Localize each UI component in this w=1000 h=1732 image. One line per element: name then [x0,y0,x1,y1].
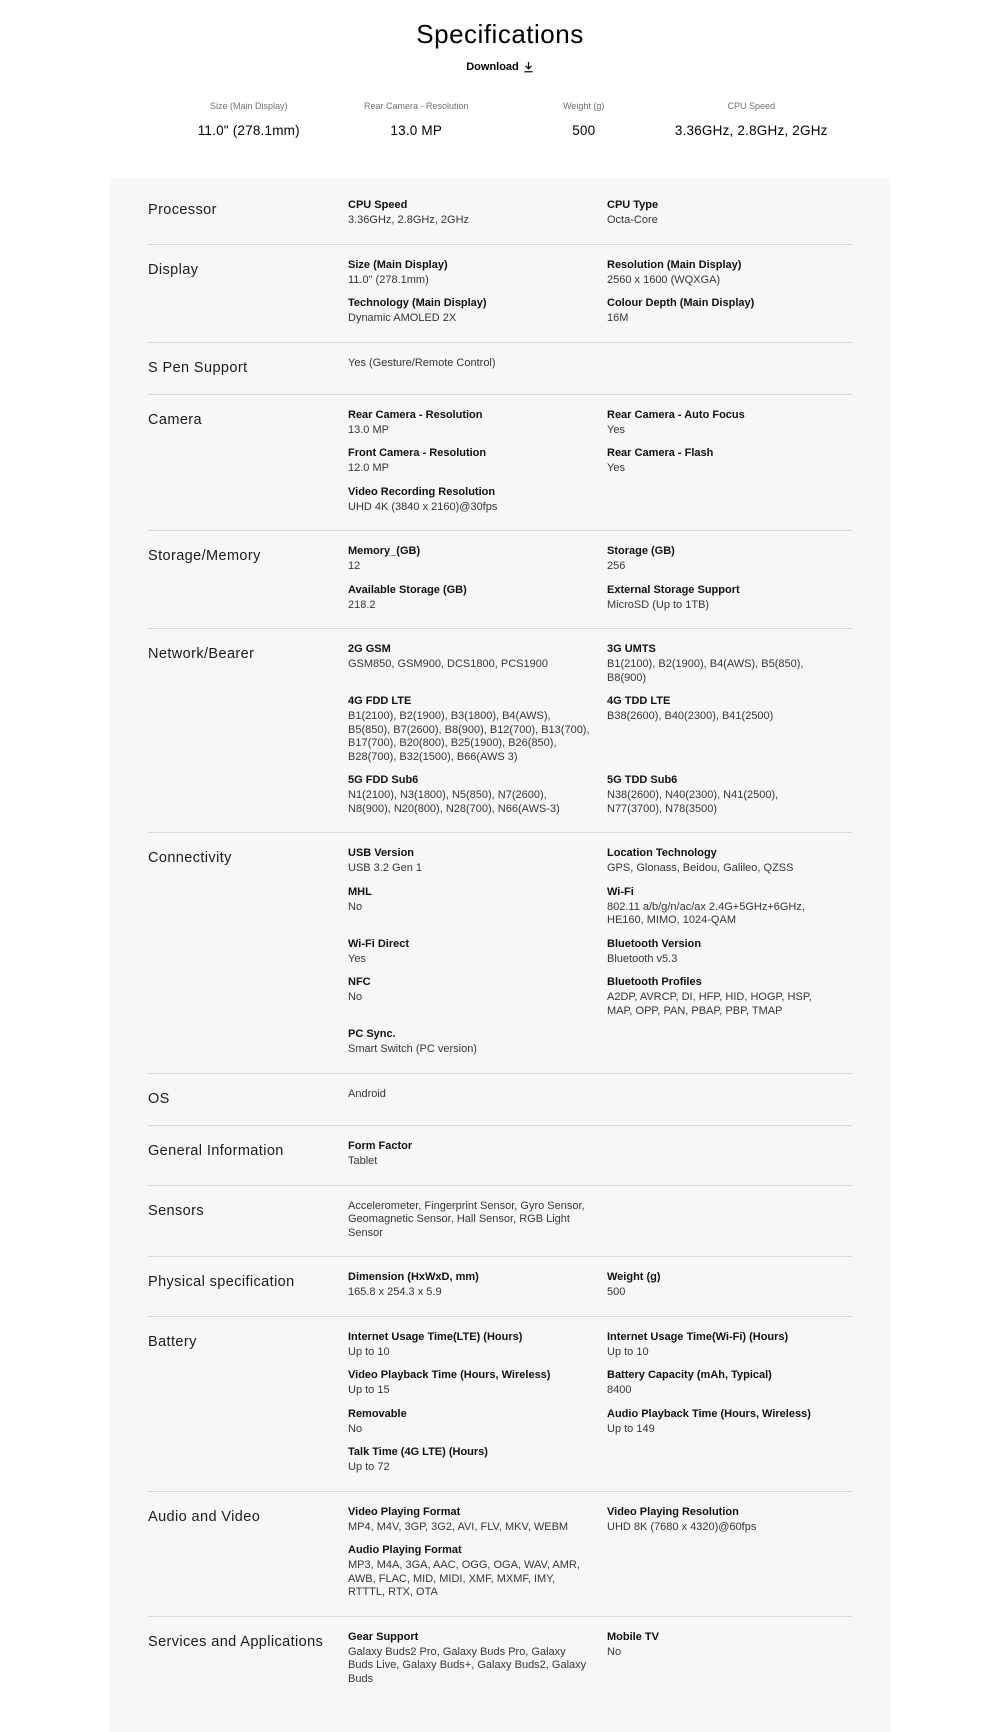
spec-value: 16M [607,312,629,324]
spec-value: MicroSD (Up to 1TB) [607,598,710,611]
spec-item [348,199,607,228]
spec-value: 11.0" (278.1mm) [348,273,429,286]
spec-value: No [348,991,363,1004]
spec-label: Internet Usage Time(Wi-Fi) (Hours) [607,1330,789,1343]
spec-item [607,545,852,574]
spec-item [607,643,852,685]
spec-value: MP4, M4V, 3GP, 3G2, AVI, FLV, MKV, WEBM [348,1520,569,1533]
spec-section-connectivity [148,832,852,1073]
section-title: General Information [148,1143,284,1160]
spec-item [348,409,607,438]
key-spec-label: Weight (g) [563,101,605,111]
spec-item [607,1408,852,1437]
spec-label: Rear Camera - Auto Focus [607,408,745,421]
spec-label: CPU Type [607,199,659,211]
spec-label: Rear Camera - Resolution [348,408,483,421]
spec-value: Octa-Core [607,214,658,226]
key-spec-size-main-display [170,101,328,138]
spec-item [607,1271,852,1300]
spec-item [348,774,607,816]
spec-section-display [148,244,852,342]
spec-item [348,297,607,326]
spec-label: MHL [348,885,372,898]
section-grid [348,259,852,326]
spec-value: 218.2 [348,598,376,611]
spec-label: Location Technology [607,847,717,860]
spec-section-os [148,1073,852,1125]
spec-section-network-bearer [148,628,852,832]
spec-table [110,178,890,1732]
section-title: Sensors [148,1202,204,1219]
spec-item [607,1369,852,1398]
spec-label: Dimension (HxWxD, mm) [348,1271,479,1284]
key-spec-value: 3.36GHz, 2.8GHz, 2GHz [674,123,828,138]
section-title: OS [148,1090,170,1107]
spec-value: GPS, Glonass, Beidou, Galileo, QZSS [607,862,794,875]
spec-section-camera [148,394,852,531]
section-grid [348,643,852,816]
spec-item [348,486,607,515]
spec-label: Wi-Fi Direct [348,937,410,950]
spec-value: N1(2100), N3(1800), N5(850), N7(2600), N8(900), N20(800), N28(700), N66(AWS-3) [348,789,560,815]
spec-item [348,695,607,764]
key-spec-label: Rear Camera - Resolution [363,101,469,111]
spec-item [607,447,852,476]
spec-item [607,409,852,438]
key-spec-label: CPU Speed [727,101,776,111]
spec-section-audio-and-video [148,1491,852,1616]
section-grid [348,199,852,228]
spec-label: Audio Playing Format [348,1544,462,1557]
spec-item [607,976,852,1018]
spec-label: Audio Playback Time (Hours, Wireless) [607,1407,811,1420]
spec-label: PC Sync. [348,1028,396,1041]
spec-value: MP3, M4A, 3GA, AAC, OGG, OGA, WAV, AMR, AWB, FLAC, MID, MIDI, XMF, MXMF, IMY, RTTTL, RTX, OTA [348,1559,580,1599]
spec-item [607,1506,852,1535]
spec-label: NFC [348,976,371,989]
spec-label: Video Playing Resolution [607,1505,739,1518]
spec-label: Removable [348,1407,407,1420]
spec-value: UHD 8K (7680 x 4320)@60fps [607,1520,757,1533]
spec-item [607,1331,852,1360]
page-header [0,0,1000,178]
spec-label: Storage (GB) [607,545,675,558]
spec-value: 12 [348,560,361,573]
spec-label: Video Recording Resolution [348,485,496,498]
spec-item [348,938,607,967]
key-spec-value: 11.0" (278.1mm) [197,123,300,138]
section-title: S Pen Support [148,359,248,376]
spec-label: Memory_(GB) [348,545,421,558]
key-spec-value: 13.0 MP [390,123,443,138]
section-grid [348,1631,852,1687]
spec-item [348,1446,607,1475]
spec-section-general-information [148,1125,852,1185]
section-grid [348,1331,852,1475]
spec-item [348,847,607,876]
spec-label: Wi-Fi [607,885,634,898]
spec-value: Up to 10 [348,1345,390,1358]
spec-item [348,886,607,928]
spec-label: 4G TDD LTE [607,695,671,708]
spec-item [348,545,607,574]
spec-label: Bluetooth Profiles [607,976,702,989]
spec-label: Mobile TV [607,1630,659,1643]
spec-value: Smart Switch (PC version) [348,1043,477,1056]
spec-value: No [348,900,363,913]
spec-item [348,357,614,371]
section-title: Camera [148,411,202,428]
section-grid [348,1088,852,1109]
spec-item [348,1369,607,1398]
download-label: Download [466,61,519,73]
spec-item [348,1544,607,1600]
spec-item [348,1631,607,1687]
spec-value: Android [348,1087,386,1100]
spec-section-storage-memory [148,530,852,628]
spec-label: 5G FDD Sub6 [348,774,419,787]
spec-value: Yes [607,423,625,436]
spec-value: No [607,1645,622,1658]
spec-label: Talk Time (4G LTE) (Hours) [348,1446,488,1459]
spec-value: Yes (Gesture/Remote Control) [348,356,496,369]
spec-item [607,774,852,816]
spec-value: GSM850, GSM900, DCS1800, PCS1900 [348,658,548,671]
spec-label: 2G GSM [348,643,391,656]
spec-item [607,584,852,613]
spec-label: Video Playback Time (Hours, Wireless) [348,1369,551,1382]
download-icon [523,61,534,73]
spec-item [607,199,852,228]
spec-item [348,1271,607,1300]
spec-label: Video Playing Format [348,1505,461,1518]
spec-label: Size (Main Display) [348,258,448,271]
section-title: Display [148,261,199,278]
spec-value: B1(2100), B2(1900), B3(1800), B4(AWS), B5(850), B7(2600), B8(900), B12(700), B13(700), B17(700), B20(800), B25(1900), B26(850), B28(700), B32(1500), B66(AWS 3) [348,710,590,763]
section-title: Physical specification [148,1274,295,1291]
spec-section-battery [148,1316,852,1491]
spec-label: Battery Capacity (mAh, Typical) [607,1369,772,1382]
spec-item [348,1088,614,1102]
spec-label: Form Factor [348,1140,413,1153]
spec-value: Up to 15 [348,1384,390,1397]
spec-value: 13.0 MP [348,423,389,436]
key-spec-cpu-speed [673,101,831,138]
spec-label: Resolution (Main Display) [607,258,742,271]
spec-value: UHD 4K (3840 x 2160)@30fps [348,500,498,513]
spec-item [348,584,607,613]
spec-item [607,938,852,967]
spec-value: Tablet [348,1155,378,1168]
download-button[interactable] [466,61,534,73]
section-grid [348,357,852,378]
spec-value: Up to 72 [348,1461,390,1474]
spec-label: Bluetooth Version [607,937,702,950]
spec-label: 4G FDD LTE [348,695,412,708]
spec-label: 3G UMTS [607,643,656,656]
spec-value: 165.8 x 254.3 x 5.9 [348,1286,442,1299]
spec-value: Up to 10 [607,1345,649,1358]
spec-item [348,976,607,1018]
key-spec-rear-camera-resolution [338,101,496,138]
spec-item [348,643,607,685]
section-title: Audio and Video [148,1508,261,1525]
section-grid [348,1200,852,1241]
spec-label: 5G TDD Sub6 [607,774,678,787]
spec-item [348,1331,607,1360]
spec-value: USB 3.2 Gen 1 [348,862,422,875]
spec-value: Bluetooth v5.3 [607,952,678,965]
key-spec-value: 500 [572,123,596,138]
spec-value: Yes [348,952,366,965]
spec-value: 2560 x 1600 (WQXGA) [607,273,721,286]
spec-item [348,259,607,288]
spec-label: Rear Camera - Flash [607,447,714,460]
spec-value: 8400 [607,1384,632,1397]
spec-label: CPU Speed [348,199,408,211]
spec-item [348,447,607,476]
section-title: Battery [148,1333,197,1350]
spec-value: Dynamic AMOLED 2X [348,312,457,324]
spec-label: USB Version [348,847,415,860]
spec-label: Gear Support [348,1630,419,1643]
spec-value: No [348,1422,363,1435]
section-grid [348,847,852,1057]
spec-value: 256 [607,560,626,573]
spec-value: N38(2600), N40(2300), N41(2500), N77(3700), N78(3500) [607,789,779,815]
spec-value: 3.36GHz, 2.8GHz, 2GHz [348,214,470,226]
section-grid [348,1140,852,1169]
spec-section-processor [148,185,852,244]
section-grid [348,409,852,515]
spec-item [607,297,852,326]
page-title: Specifications [416,19,584,49]
spec-item [348,1028,607,1057]
spec-value: A2DP, AVRCP, DI, HFP, HID, HOGP, HSP, MAP, OPP, PAN, PBAP, PBP, TMAP [607,991,812,1017]
spec-item [607,695,852,764]
spec-value: Accelerometer, Fingerprint Sensor, Gyro Sensor, Geomagnetic Sensor, Hall Sensor, RGB Light Sensor [348,1199,585,1239]
spec-value: 12.0 MP [348,462,389,475]
spec-item [607,259,852,288]
spec-section-physical-specification [148,1256,852,1316]
spec-item [348,1200,614,1241]
spec-label: Internet Usage Time(LTE) (Hours) [348,1330,523,1343]
spec-section-services-and-applications [148,1616,852,1703]
section-grid [348,1271,852,1300]
key-specs [170,101,830,138]
spec-label: Front Camera - Resolution [348,447,487,460]
spec-item [607,886,852,928]
section-title: Connectivity [148,850,232,867]
spec-item [607,847,852,876]
spec-value: 500 [607,1286,626,1299]
spec-section-sensors [148,1185,852,1257]
spec-value: 802.11 a/b/g/n/ac/ax 2.4G+5GHz+6GHz, HE160, MIMO, 1024-QAM [607,900,805,927]
spec-label: External Storage Support [607,583,740,596]
spec-section-s-pen-support [148,342,852,394]
spec-label: Available Storage (GB) [348,583,467,596]
key-spec-label: Size (Main Display) [209,101,288,111]
section-title: Services and Applications [148,1633,324,1650]
spec-label: Weight (g) [607,1271,661,1284]
spec-label: Technology (Main Display) [348,297,487,309]
spec-value: B38(2600), B40(2300), B41(2500) [607,710,774,723]
spec-item [348,1140,607,1169]
section-title: Storage/Memory [148,548,261,565]
section-grid [348,545,852,612]
section-title: Network/Bearer [148,646,255,663]
spec-item [348,1506,607,1535]
section-title: Processor [148,202,217,218]
spec-item [607,1631,852,1687]
section-grid [348,1506,852,1600]
spec-item [348,1408,607,1437]
spec-value: Yes [607,462,625,475]
spec-value: Up to 149 [607,1422,655,1435]
spec-value: B1(2100), B2(1900), B4(AWS), B5(850), B8(900) [607,658,804,684]
spec-value: Galaxy Buds2 Pro, Galaxy Buds Pro, Galaxy Buds Live, Galaxy Buds+, Galaxy Buds2, Galaxy Buds [348,1645,587,1685]
spec-label: Colour Depth (Main Display) [607,297,755,309]
key-spec-weight-g [505,101,663,138]
